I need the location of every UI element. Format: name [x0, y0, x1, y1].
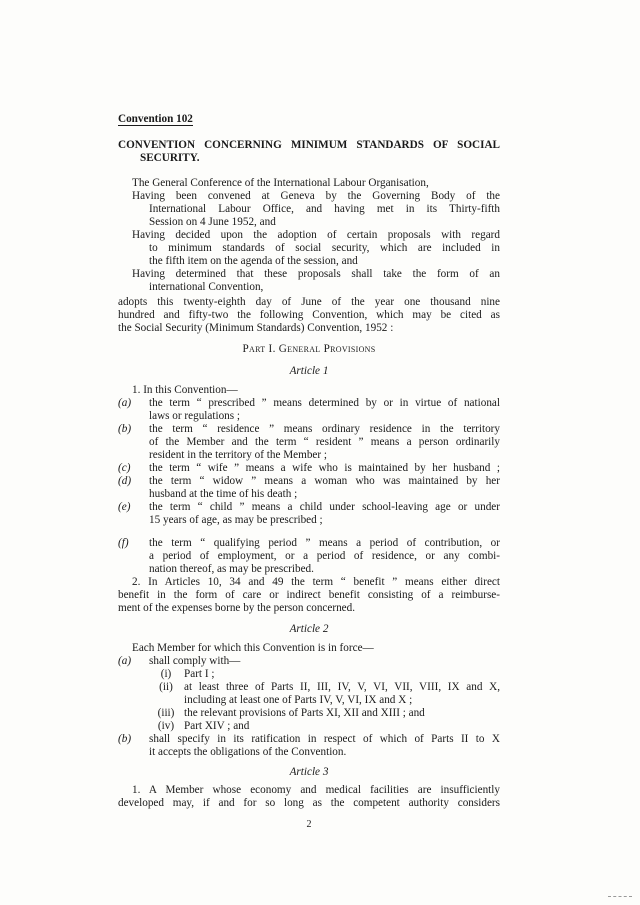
item-marker: (iv)	[157, 720, 175, 732]
item-marker: (iii)	[157, 707, 175, 719]
article-heading: Article 3	[289, 766, 329, 778]
article-paragraph: benefit in the form of care or indirect benefit consisting of a reimburse-	[118, 589, 500, 601]
article-paragraph: 1. In this Convention—	[132, 384, 238, 396]
item-marker: (ii)	[159, 681, 173, 693]
scan-edge-mark	[608, 896, 632, 897]
preamble-line: Having been convened at Geneva by the Governing Body of the	[132, 190, 500, 202]
article-paragraph: developed may, if and for so long as the competent authority considers	[118, 797, 500, 809]
item-marker: (f)	[118, 537, 129, 549]
definition-line: Part XIV ; and	[184, 720, 250, 732]
definition-line: the term “ qualifying period ” means a period of contribution, or	[149, 537, 500, 549]
preamble-line: International Labour Office, and having met in its Thirty-fifth	[149, 203, 500, 215]
preamble-line: The General Conference of the International Labour Organisation,	[132, 177, 429, 189]
adoption-line: adopts this twenty-eighth day of June of the year one thousand nine	[118, 296, 500, 308]
part-heading: Part I. General Provisions	[242, 343, 376, 355]
article-paragraph: 2. In Articles 10, 34 and 49 the term “ benefit ” means either direct	[132, 576, 500, 588]
definition-line: laws or regulations ;	[149, 410, 241, 422]
convention-title-line-2: SECURITY.	[140, 152, 200, 164]
definition-line: including at least one of Parts IV, V, VI, IX and X ;	[184, 694, 413, 706]
convention-label: Convention 102	[118, 113, 193, 125]
item-marker: (d)	[118, 475, 132, 487]
definition-line: 15 years of age, as may be prescribed ;	[149, 514, 323, 526]
definition-line: shall specify in its ratification in respect of which of Parts II to X	[149, 733, 500, 745]
definition-line: the term “ child ” means a child under school-leaving age or under	[149, 501, 500, 513]
item-marker: (b)	[118, 733, 132, 745]
definition-line: of the Member and the term “ resident ” means a person ordinarily	[149, 436, 500, 448]
preamble-line: the fifth item on the agenda of the session, and	[149, 255, 358, 267]
item-marker: (c)	[118, 462, 131, 474]
preamble-line: Having determined that these proposals shall take the form of an	[132, 268, 500, 280]
adoption-line: the Social Security (Minimum Standards) Convention, 1952 :	[118, 322, 394, 334]
adoption-line: hundred and fifty-two the following Convention, which may be cited as	[118, 309, 500, 321]
item-marker: (i)	[160, 668, 172, 680]
article-heading: Article 2	[289, 623, 329, 635]
article-paragraph: ment of the expenses borne by the person concerned.	[118, 602, 356, 614]
preamble-line: Having decided upon the adoption of certain proposals with regard	[132, 229, 500, 241]
article-paragraph: Each Member for which this Convention is in force—	[132, 642, 374, 654]
definition-line: husband at the time of his death ;	[149, 488, 298, 500]
item-marker: (a)	[118, 655, 132, 667]
item-marker: (e)	[118, 501, 131, 513]
definition-line: the term “ prescribed ” means determined by or in virtue of national	[149, 397, 500, 409]
preamble-line: Session on 4 June 1952, and	[149, 216, 276, 228]
definition-line: shall comply with—	[149, 655, 241, 667]
definition-line: nation thereof, as may be prescribed.	[149, 563, 314, 575]
preamble-line: to minimum standards of social security, which are included in	[149, 242, 500, 254]
item-marker: (b)	[118, 423, 132, 435]
article-heading: Article 1	[289, 365, 329, 377]
definition-line: the term “ residence ” means ordinary residence in the territory	[149, 423, 500, 435]
definition-line: the relevant provisions of Parts XI, XII and XIII ; and	[184, 707, 425, 719]
definition-line: Part I ;	[184, 668, 215, 680]
definition-line: it accepts the obligations of the Convention.	[149, 746, 347, 758]
convention-title-line-1: CONVENTION CONCERNING MINIMUM STANDARDS OF SOCIAL	[118, 139, 500, 151]
item-marker: (a)	[118, 397, 132, 409]
preamble-line: international Convention,	[149, 281, 264, 293]
definition-line: resident in the territory of the Member ;	[149, 449, 328, 461]
definition-line: the term “ wife ” means a wife who is maintained by her husband ;	[149, 462, 500, 474]
definition-line: a period of employment, or a period of residence, or any combi-	[149, 550, 500, 562]
article-paragraph: 1. A Member whose economy and medical facilities are insufficiently	[132, 784, 500, 796]
page-number: 2	[306, 819, 312, 830]
definition-line: the term “ widow ” means a woman who was maintained by her	[149, 475, 500, 487]
definition-line: at least three of Parts II, III, IV, V, VI, VII, VIII, IX and X,	[184, 681, 500, 693]
